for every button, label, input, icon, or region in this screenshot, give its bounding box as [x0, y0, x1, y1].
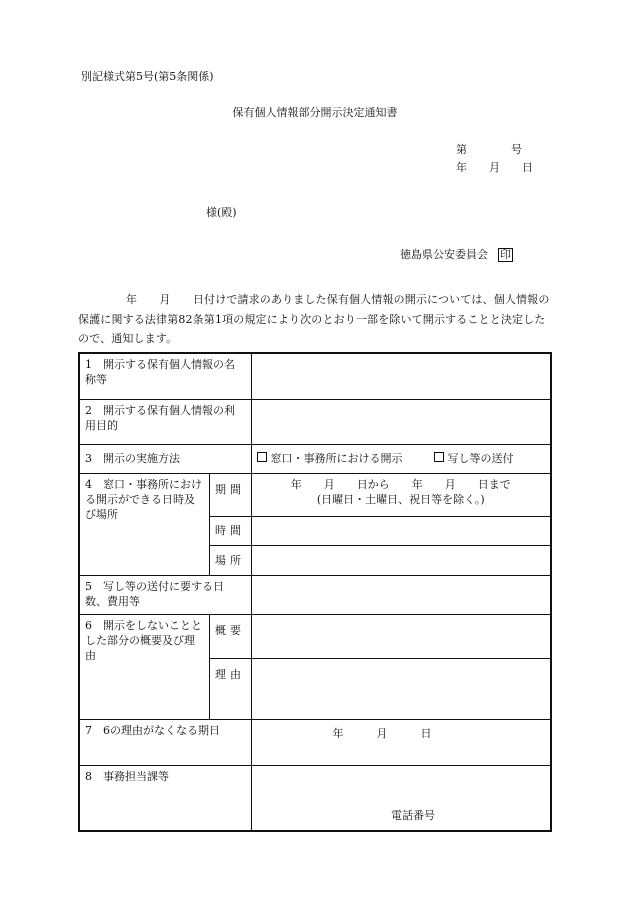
- row7-label: 7 6の理由がなくなる期日: [79, 719, 251, 765]
- issuer-name: 徳島県公安委員会: [400, 248, 488, 261]
- row-window-period: [79, 473, 551, 516]
- row4-label: 4 窓口・事務所における開示ができる日時及び場所: [79, 473, 209, 575]
- time-sublabel: 時間: [209, 516, 251, 545]
- addressee: 様(殿): [206, 206, 237, 219]
- issuer-block: [400, 246, 513, 262]
- summary-value[interactable]: [251, 614, 551, 658]
- period-exclusion-note: (日曜日・土曜日、祝日等を除く。): [316, 492, 485, 506]
- reason-value[interactable]: [251, 658, 551, 719]
- row-info-name: [79, 353, 551, 399]
- row5-value[interactable]: [251, 575, 551, 614]
- row8-label: 8 事務担当課等: [79, 765, 251, 831]
- document-number-line: 第 号: [456, 143, 522, 156]
- form-number: 別記様式第5号(第5条関係): [81, 70, 214, 83]
- place-sublabel: 場所: [209, 545, 251, 575]
- document-title: 保有個人情報部分開示決定通知書: [232, 106, 398, 119]
- row1-value[interactable]: [251, 353, 551, 399]
- seal-mark: 印: [500, 248, 511, 261]
- row2-value[interactable]: [251, 399, 551, 444]
- row1-label: 1 開示する保有個人情報の名称等: [79, 353, 251, 399]
- period-range: 年 月 日から 年 月 日まで: [290, 477, 511, 491]
- row-delivery-cost: [79, 575, 551, 614]
- row-usage-purpose: [79, 399, 551, 444]
- copy-delivery-checkbox[interactable]: [434, 452, 444, 462]
- notice-body-text: 年 月 日付けで請求のありました保有個人情報の開示については、個人情報の保護に関する法律第82条第1項の規定により次のとおり一部を除いて開示することと決定したので、通知します。: [78, 293, 550, 345]
- place-value[interactable]: [251, 545, 551, 575]
- period-value[interactable]: [251, 473, 551, 516]
- document-date-line: 年 月 日: [456, 161, 533, 174]
- reason-sublabel: 理由: [209, 658, 251, 719]
- row7-value[interactable]: [251, 719, 551, 765]
- row5-label: 5 写し等の送付に要する日数、費用等: [79, 575, 251, 614]
- row-reason-expiry: [79, 719, 551, 765]
- row-contact: [79, 765, 551, 831]
- time-value[interactable]: [251, 516, 551, 545]
- row6-label: 6 開示をしないこととした部分の概要及び理由: [79, 614, 209, 719]
- notice-form-table: [78, 352, 552, 832]
- window-disclosure-checkbox[interactable]: [257, 452, 267, 462]
- row3-label: 3 開示の実施方法: [79, 444, 251, 473]
- copy-delivery-label: 写し等の送付: [447, 452, 514, 465]
- row3-options: [251, 444, 551, 473]
- row2-label: 2 開示する保有個人情報の利用目的: [79, 399, 251, 444]
- phone-number-label: 電話番号: [391, 809, 435, 822]
- window-disclosure-label: 窓口・事務所における開示: [270, 452, 403, 465]
- summary-sublabel: 概要: [209, 614, 251, 658]
- row8-value[interactable]: [251, 765, 551, 831]
- row-nondisclosure-summary: [79, 614, 551, 658]
- period-sublabel: 期間: [209, 473, 251, 516]
- row-disclosure-method: [79, 444, 551, 473]
- expiry-date: 年 月 日: [332, 726, 432, 740]
